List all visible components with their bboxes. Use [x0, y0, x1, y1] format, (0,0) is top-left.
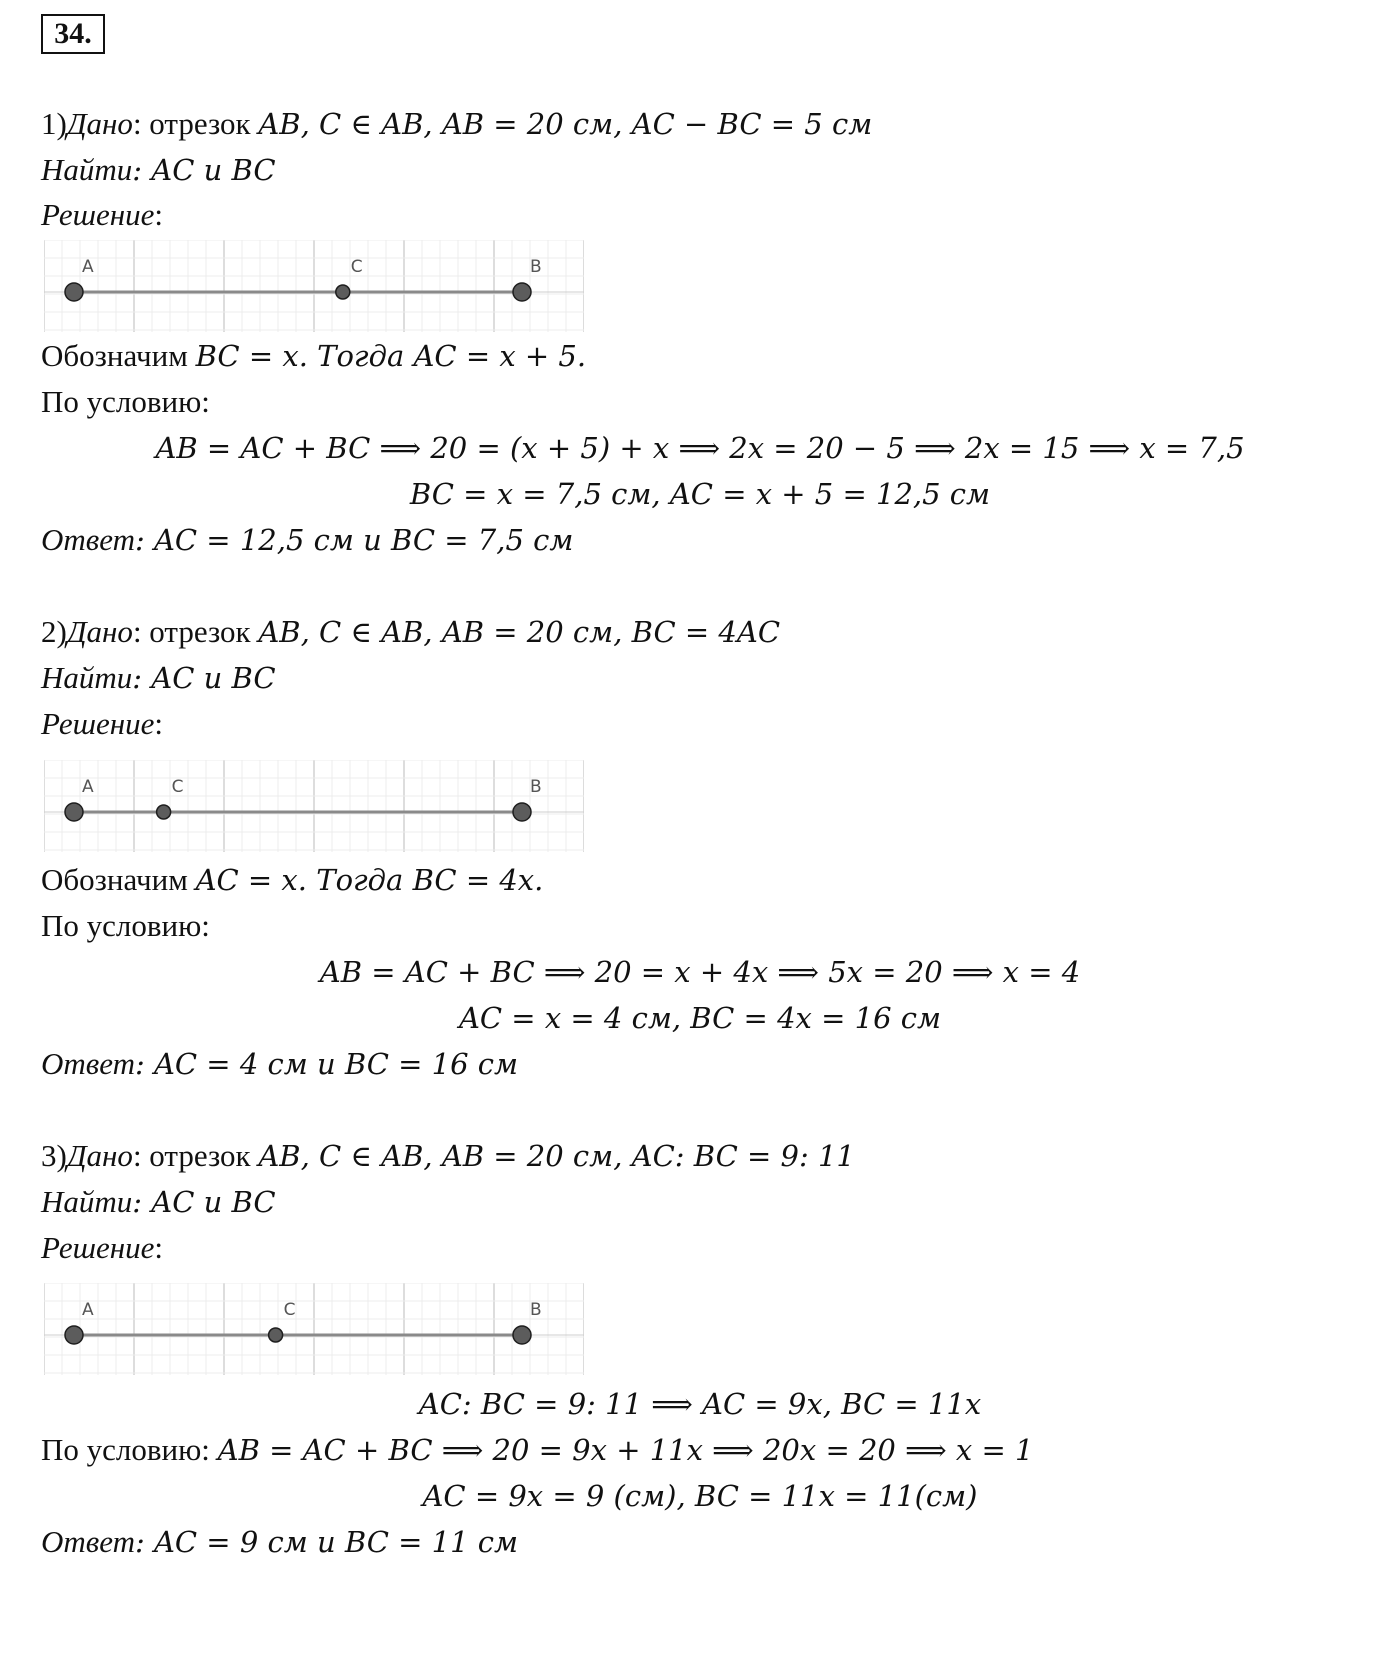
point-label-a: A — [82, 257, 94, 277]
point-c — [157, 805, 171, 819]
point-label-c: C — [283, 1300, 296, 1320]
point-label-a: A — [82, 777, 94, 797]
part2-answer: Ответ: AC = 4 см и BC = 16 см — [41, 1046, 519, 1081]
part1-let: Обозначим BC = x. Тогда AC = x + 5. — [41, 338, 587, 373]
point-c — [336, 285, 350, 299]
point-label-c: C — [171, 777, 184, 797]
part3-answer: Ответ: AC = 9 см и BC = 11 см — [41, 1524, 519, 1559]
part1-given: 1)Дано: отрезок AB, C ∈ AB, AB = 20 см, AC − BC = 5 см — [41, 106, 873, 141]
part2-solution-label: Решение: — [41, 706, 163, 741]
point-a — [65, 803, 83, 821]
part1-answer: Ответ: AC = 12,5 см и BC = 7,5 см — [41, 522, 574, 557]
part3-ratio-equation: AC: BC = 9: 11 ⟹ AC = 9x, BC = 11x — [418, 1387, 982, 1421]
part1-find: Найти: AC и BC — [41, 152, 276, 187]
part2-segment-diagram — [44, 760, 584, 852]
part2-by-condition: По условию: — [41, 908, 210, 943]
point-label-b: B — [530, 257, 542, 277]
part1-result: BC = x = 7,5 см, AC = x + 5 = 12,5 см — [409, 477, 991, 511]
point-b — [513, 283, 531, 301]
point-c — [269, 1328, 283, 1342]
part2-let: Обозначим AC = x. Тогда BC = 4x. — [41, 862, 544, 897]
point-label-c: C — [350, 257, 363, 277]
point-label-a: A — [82, 1300, 94, 1320]
point-label-b: B — [530, 1300, 542, 1320]
part3-given: 3)Дано: отрезок AB, C ∈ AB, AB = 20 см, AC: BC = 9: 11 — [41, 1138, 855, 1173]
point-label-b: B — [530, 777, 542, 797]
point-b — [513, 1326, 531, 1344]
part1-solution-label: Решение: — [41, 197, 163, 232]
part3-find: Найти: AC и BC — [41, 1184, 276, 1219]
part2-result: AC = x = 4 см, BC = 4x = 16 см — [458, 1001, 942, 1035]
part3-by-condition: По условию: AB = AC + BC ⟹ 20 = 9x + 11x ⟹ 20x = 20 ⟹ x = 1 — [41, 1432, 1034, 1467]
problem-number: 34. — [41, 14, 105, 54]
part2-given: 2)Дано: отрезок AB, C ∈ AB, AB = 20 см, BC = 4AC — [41, 614, 781, 649]
point-b — [513, 803, 531, 821]
part2-equation: AB = AC + BC ⟹ 20 = x + 4x ⟹ 5x = 20 ⟹ x = 4 — [319, 955, 1081, 989]
part3-segment-diagram — [44, 1283, 584, 1375]
part1-equation: AB = AC + BC ⟹ 20 = (x + 5) + x ⟹ 2x = 20 − 5 ⟹ 2x = 15 ⟹ x = 7,5 — [155, 431, 1245, 465]
part3-result: AC = 9x = 9 (см), BC = 11x = 11(см) — [422, 1479, 978, 1513]
part2-find: Найти: AC и BC — [41, 660, 276, 695]
point-a — [65, 1326, 83, 1344]
part1-segment-diagram — [44, 240, 584, 332]
point-a — [65, 283, 83, 301]
part3-solution-label: Решение: — [41, 1230, 163, 1265]
part1-by-condition: По условию: — [41, 384, 210, 419]
